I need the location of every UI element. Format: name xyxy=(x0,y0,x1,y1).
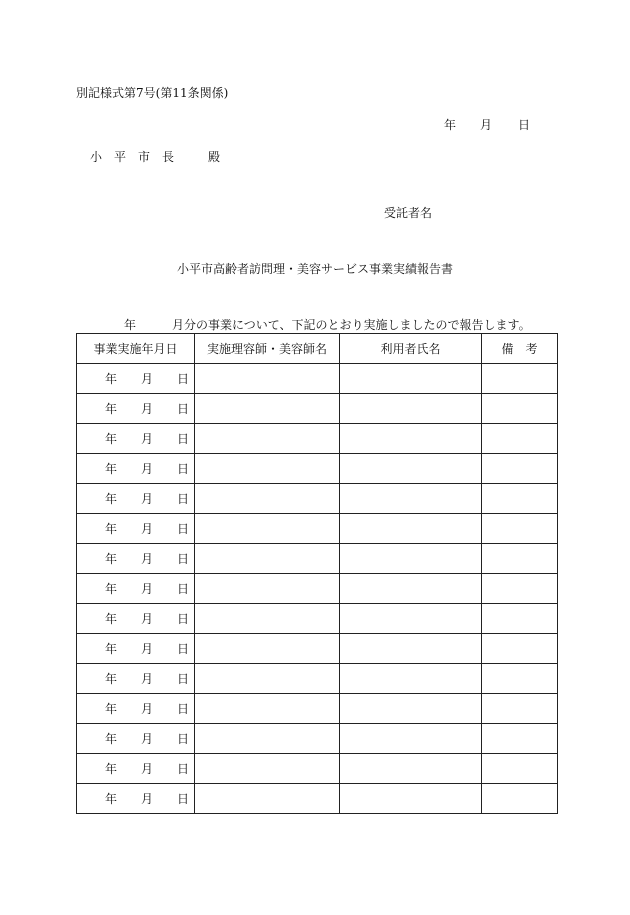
staff-name-cell[interactable] xyxy=(195,454,340,484)
user-name-cell[interactable] xyxy=(340,634,482,664)
row-day-label: 日 xyxy=(177,792,190,806)
row-day-label: 日 xyxy=(177,462,190,476)
table-row xyxy=(77,664,558,694)
date-day-label: 日 xyxy=(518,118,531,132)
user-name-cell[interactable] xyxy=(340,664,482,694)
user-name-cell[interactable] xyxy=(340,754,482,784)
row-year-label: 年 xyxy=(105,492,118,506)
user-name-cell[interactable] xyxy=(340,394,482,424)
notes-cell[interactable] xyxy=(482,454,558,484)
row-month-label: 月 xyxy=(141,642,154,656)
staff-name-cell[interactable] xyxy=(195,394,340,424)
row-month-label: 月 xyxy=(141,462,154,476)
date-cell[interactable] xyxy=(77,574,195,604)
row-year-label: 年 xyxy=(105,462,118,476)
row-day-label: 日 xyxy=(177,642,190,656)
row-year-label: 年 xyxy=(105,402,118,416)
user-name-cell[interactable] xyxy=(340,544,482,574)
row-year-label: 年 xyxy=(105,642,118,656)
user-name-cell[interactable] xyxy=(340,574,482,604)
date-cell[interactable] xyxy=(77,454,195,484)
date-cell[interactable] xyxy=(77,544,195,574)
date-cell[interactable] xyxy=(77,484,195,514)
date-cell[interactable] xyxy=(77,754,195,784)
row-year-label: 年 xyxy=(105,582,118,596)
user-name-cell[interactable] xyxy=(340,514,482,544)
header-date: 事業実施年月日 xyxy=(77,334,195,364)
date-cell[interactable] xyxy=(77,394,195,424)
row-year-label: 年 xyxy=(105,732,118,746)
notes-cell[interactable] xyxy=(482,484,558,514)
row-month-label: 月 xyxy=(141,732,154,746)
notes-cell[interactable] xyxy=(482,724,558,754)
table-row xyxy=(77,754,558,784)
row-year-label: 年 xyxy=(105,552,118,566)
date-cell[interactable] xyxy=(77,604,195,634)
row-year-label: 年 xyxy=(105,372,118,386)
user-name-cell[interactable] xyxy=(340,484,482,514)
intro-sentence xyxy=(124,316,531,333)
row-month-label: 月 xyxy=(141,522,154,536)
row-month-label: 月 xyxy=(141,402,154,416)
staff-name-cell[interactable] xyxy=(195,544,340,574)
addressee-name: 小 平 市 長 xyxy=(90,150,175,164)
row-month-label: 月 xyxy=(141,672,154,686)
staff-name-cell[interactable] xyxy=(195,574,340,604)
date-cell[interactable] xyxy=(77,664,195,694)
staff-name-cell[interactable] xyxy=(195,604,340,634)
notes-cell[interactable] xyxy=(482,364,558,394)
recipient-label: 受託者名 xyxy=(384,206,433,220)
staff-name-cell[interactable] xyxy=(195,514,340,544)
staff-name-cell[interactable] xyxy=(195,484,340,514)
row-year-label: 年 xyxy=(105,702,118,716)
row-day-label: 日 xyxy=(177,732,190,746)
user-name-cell[interactable] xyxy=(340,604,482,634)
user-name-cell[interactable] xyxy=(340,784,482,814)
staff-name-cell[interactable] xyxy=(195,784,340,814)
table-row xyxy=(77,454,558,484)
row-day-label: 日 xyxy=(177,372,190,386)
row-year-label: 年 xyxy=(105,792,118,806)
notes-cell[interactable] xyxy=(482,784,558,814)
staff-name-cell[interactable] xyxy=(195,694,340,724)
row-day-label: 日 xyxy=(177,762,190,776)
intro-year-label: 年 xyxy=(124,318,137,332)
table-row xyxy=(77,544,558,574)
date-cell[interactable] xyxy=(77,784,195,814)
staff-name-cell[interactable] xyxy=(195,724,340,754)
table-row xyxy=(77,514,558,544)
row-month-label: 月 xyxy=(141,372,154,386)
user-name-cell[interactable] xyxy=(340,364,482,394)
row-month-label: 月 xyxy=(141,582,154,596)
notes-cell[interactable] xyxy=(482,604,558,634)
table-row xyxy=(77,484,558,514)
staff-name-cell[interactable] xyxy=(195,634,340,664)
header-staff: 実施理容師・美容師名 xyxy=(195,334,340,364)
table-row xyxy=(77,724,558,754)
document-title: 小平市高齢者訪問理・美容サービス事業実績報告書 xyxy=(176,262,453,276)
row-month-label: 月 xyxy=(141,492,154,506)
table-body xyxy=(77,364,558,814)
user-name-cell[interactable] xyxy=(340,454,482,484)
row-month-label: 月 xyxy=(141,792,154,806)
intro-text: 月分の事業について、下記のとおり実施しましたので報告します。 xyxy=(172,318,531,332)
date-cell[interactable] xyxy=(77,694,195,724)
table-row xyxy=(77,694,558,724)
notes-cell[interactable] xyxy=(482,754,558,784)
row-day-label: 日 xyxy=(177,582,190,596)
date-cell[interactable] xyxy=(77,514,195,544)
user-name-cell[interactable] xyxy=(340,424,482,454)
notes-cell[interactable] xyxy=(482,694,558,724)
addressee xyxy=(90,148,220,165)
header-notes: 備 考 xyxy=(482,334,558,364)
date-month-label: 月 xyxy=(480,118,493,132)
notes-cell[interactable] xyxy=(482,394,558,424)
row-day-label: 日 xyxy=(177,672,190,686)
row-year-label: 年 xyxy=(105,522,118,536)
date-cell[interactable] xyxy=(77,424,195,454)
row-day-label: 日 xyxy=(177,402,190,416)
table-row xyxy=(77,574,558,604)
row-month-label: 月 xyxy=(141,432,154,446)
row-year-label: 年 xyxy=(105,612,118,626)
staff-name-cell[interactable] xyxy=(195,754,340,784)
table-row xyxy=(77,364,558,394)
date-year-label: 年 xyxy=(444,118,457,132)
row-year-label: 年 xyxy=(105,672,118,686)
form-number: 別記様式第7号(第11条関係) xyxy=(76,86,229,100)
user-name-cell[interactable] xyxy=(340,724,482,754)
notes-cell[interactable] xyxy=(482,424,558,454)
row-day-label: 日 xyxy=(177,552,190,566)
row-month-label: 月 xyxy=(141,552,154,566)
report-table xyxy=(76,333,558,814)
staff-name-cell[interactable] xyxy=(195,664,340,694)
addressee-honorific: 殿 xyxy=(208,150,221,164)
staff-name-cell[interactable] xyxy=(195,364,340,394)
table-row xyxy=(77,604,558,634)
table-row xyxy=(77,424,558,454)
table-row xyxy=(77,784,558,814)
row-day-label: 日 xyxy=(177,612,190,626)
notes-cell[interactable] xyxy=(482,574,558,604)
notes-cell[interactable] xyxy=(482,514,558,544)
row-day-label: 日 xyxy=(177,492,190,506)
date-cell[interactable] xyxy=(77,724,195,754)
date-line xyxy=(444,116,530,133)
staff-name-cell[interactable] xyxy=(195,424,340,454)
notes-cell[interactable] xyxy=(482,664,558,694)
date-cell[interactable] xyxy=(77,634,195,664)
table-row xyxy=(77,394,558,424)
row-month-label: 月 xyxy=(141,762,154,776)
user-name-cell[interactable] xyxy=(340,694,482,724)
row-day-label: 日 xyxy=(177,432,190,446)
row-year-label: 年 xyxy=(105,432,118,446)
row-month-label: 月 xyxy=(141,702,154,716)
row-day-label: 日 xyxy=(177,522,190,536)
table-row xyxy=(77,634,558,664)
notes-cell[interactable] xyxy=(482,544,558,574)
row-day-label: 日 xyxy=(177,702,190,716)
header-user: 利用者氏名 xyxy=(340,334,482,364)
date-cell[interactable] xyxy=(77,364,195,394)
notes-cell[interactable] xyxy=(482,634,558,664)
table-header-row xyxy=(77,334,558,364)
row-month-label: 月 xyxy=(141,612,154,626)
row-year-label: 年 xyxy=(105,762,118,776)
